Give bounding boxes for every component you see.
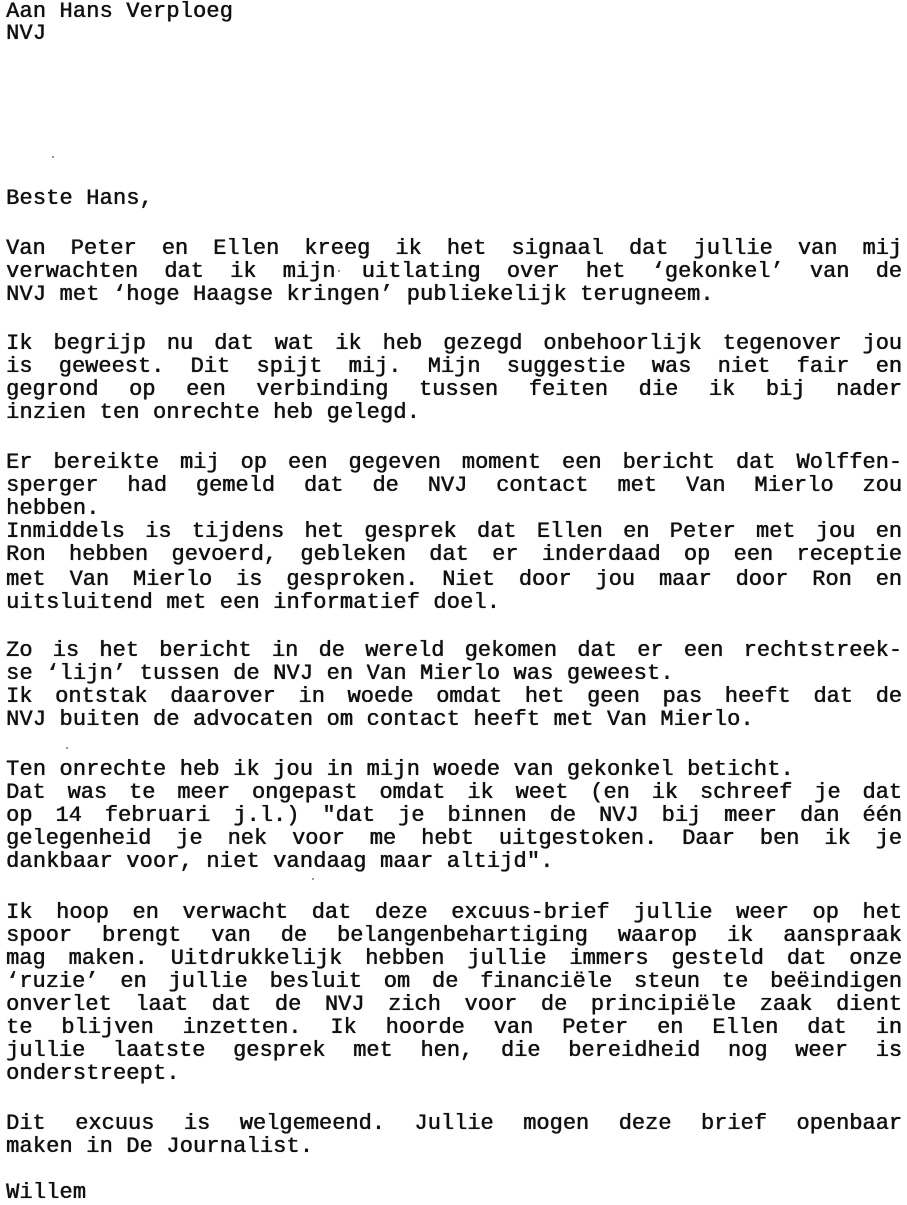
- paragraph-4-line-3: Ik ontstak daarover in woede omdat het geen pas heeft dat de: [6, 684, 902, 709]
- paragraph-7-line-2: maken in De Journalist.: [6, 1134, 314, 1159]
- paragraph-6-line-7: jullie laatste gesprek met hen, die bereidheid nog weer is: [6, 1038, 902, 1063]
- paragraph-1-line-1: Van Peter en Ellen kreeg ik het signaal dat jullie van mij: [6, 236, 902, 261]
- paragraph-7-line-1: Dit excuus is welgemeend. Jullie mogen deze brief openbaar: [6, 1111, 902, 1136]
- address-line-name: Aan Hans Verploeg: [6, 0, 233, 24]
- paragraph-2-line-1: Ik begrijp nu dat wat ik heb gezegd onbehoorlijk tegenover jou: [6, 331, 902, 356]
- paragraph-6-line-1: Ik hoop en verwacht dat deze excuus-brief jullie weer op het: [6, 900, 902, 925]
- paragraph-1-line-2: verwachten dat ik mijn uitlating over het ‘gekonkel’ van de: [6, 259, 902, 284]
- paragraph-5-line-1: Ten onrechte heb ik jou in mijn woede van gekonkel beticht.: [6, 757, 794, 782]
- paragraph-3-line-2: sperger had gemeld dat de NVJ contact met Van Mierlo zou: [6, 473, 902, 498]
- paragraph-4-line-1: Zo is het bericht in de wereld gekomen dat er een rechtstreek-: [6, 638, 902, 663]
- paragraph-3-line-5: Ron hebben gevoerd, gebleken dat er inderdaad op een receptie: [6, 542, 902, 567]
- paragraph-3-line-6: met Van Mierlo is gesproken. Niet door jou maar door Ron en: [6, 567, 902, 592]
- paragraph-3-line-1: Er bereikte mij op een gegeven moment een bericht dat Wolffen-: [6, 450, 902, 475]
- scan-speck: [66, 747, 68, 749]
- paragraph-4-line-2: se ‘lijn’ tussen de NVJ en Van Mierlo was geweest.: [6, 661, 674, 686]
- scan-speck: [312, 878, 314, 880]
- paragraph-5-line-2: Dat was te meer ongepast omdat ik weet (en ik schreef je dat: [6, 780, 902, 805]
- paragraph-1-line-3: NVJ met ‘hoge Haagse kringen’ publiekelijk terugneem.: [6, 282, 714, 307]
- paragraph-5-line-4: gelegenheid je nek voor me hebt uitgestoken. Daar ben ik je: [6, 826, 902, 851]
- scan-speck: [52, 156, 54, 158]
- signature: Willem: [6, 1180, 87, 1205]
- paragraph-2-line-2: is geweest. Dit spijt mij. Mijn suggestie was niet fair en: [6, 354, 902, 379]
- paragraph-3-line-7: uitsluitend met een informatief doel.: [6, 590, 501, 615]
- salutation: Beste Hans,: [6, 186, 153, 211]
- paragraph-6-line-5: onverlet laat dat de NVJ zich voor de principiële zaak dient: [6, 992, 902, 1017]
- paragraph-6-line-6: te blijven inzetten. Ik hoorde van Peter en Ellen dat in: [6, 1015, 902, 1040]
- paragraph-5-line-5: dankbaar voor, niet vandaag maar altijd".: [6, 849, 554, 874]
- address-line-organization: NVJ: [6, 21, 47, 46]
- paragraph-6-line-2: spoor brengt van de belangenbehartiging waarop ik aanspraak: [6, 923, 902, 948]
- paragraph-6-line-3: mag maken. Uitdrukkelijk hebben jullie immers gesteld dat onze: [6, 946, 902, 971]
- paragraph-2-line-3: gegrond op een verbinding tussen feiten die ik bij nader: [6, 377, 902, 402]
- paragraph-5-line-3: op 14 februari j.l.) "dat je binnen de NVJ bij meer dan één: [6, 803, 902, 828]
- paragraph-3-line-3: hebben.: [6, 496, 100, 521]
- paragraph-3-line-4: Inmiddels is tijdens het gesprek dat Ellen en Peter met jou en: [6, 519, 902, 544]
- paragraph-6-line-8: onderstreept.: [6, 1061, 180, 1086]
- paragraph-2-line-4: inzien ten onrechte heb gelegd.: [6, 400, 420, 425]
- paragraph-4-line-4: NVJ buiten de advocaten om contact heeft met Van Mierlo.: [6, 707, 754, 732]
- paragraph-6-line-4: ‘ruzie’ en jullie besluit om de financiële steun te beëindigen: [6, 969, 902, 994]
